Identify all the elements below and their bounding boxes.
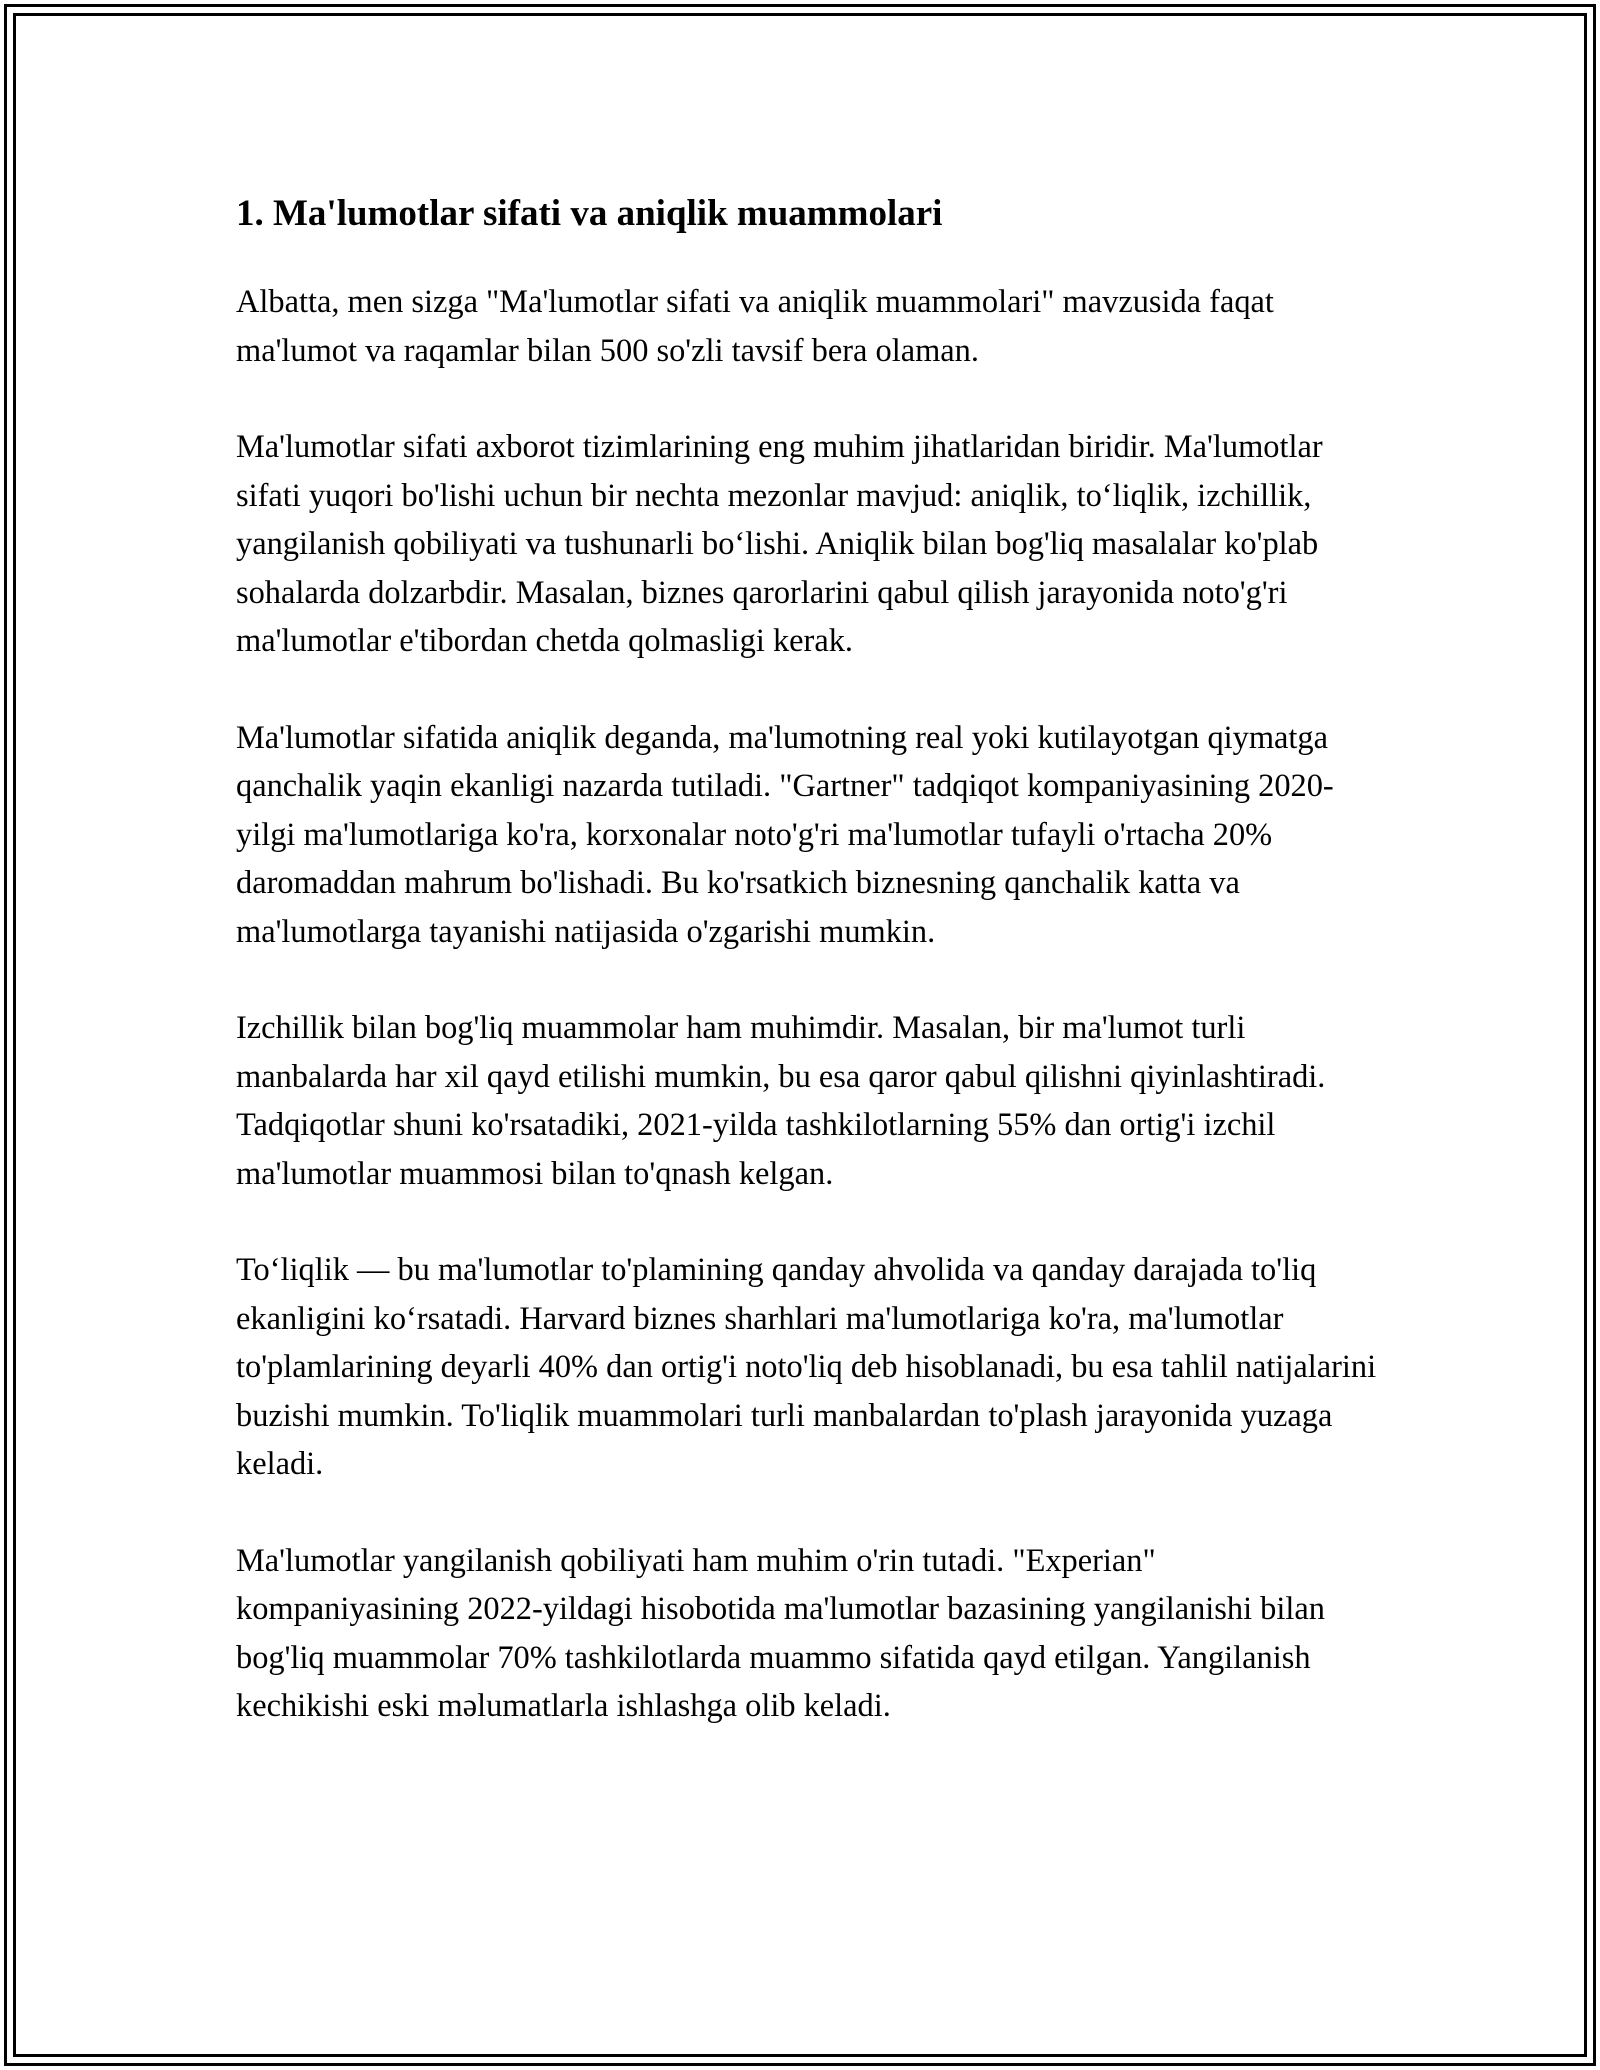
paragraph-completeness: To‘liqlik — bu ma'lumotlar to'plamining qanday ahvolida va qanday darajada to'liq ekanligini ko‘rsatadi. Harvard biznes sharhlari ma'lumotlariga ko'ra, ma'lumotlar to'plamlarining deyarli 40% dan ortig'i noto'liq deb hisoblanadi, bu esa tahlil natijalarini buzishi mumkin. To'liqlik muammolari turli manbalardan to'plash jarayonida yuzaga keladi.	[236, 1252, 1377, 1482]
paragraph-data-quality: Ma'lumotlar sifati axborot tizimlarining eng muhim jihatlaridan biridir. Ma'lumotlar sifati yuqori bo'lishi uchun bir nechta mezonlar mavjud: aniqlik, to‘liqlik, izchillik, yangilanish qobiliyati va tushunarli bo‘lishi. Aniqlik bilan bog'liq masalalar ko'plab sohalarda dolzarbdir. Masalan, biznes qarorlarini qabul qilish jarayonida noto'g'ri ma'lumotlar e'tibordan chetda qolmasligi kerak.	[236, 429, 1323, 659]
document-body	[236, 186, 1386, 1779]
paragraph-intro: Albatta, men sizga "Ma'lumotlar sifati va aniqlik muammolari" mavzusida faqat ma'lumot va raqamlar bilan 500 so'zli tavsif bera olaman.	[236, 284, 1274, 369]
paragraph-accuracy: Ma'lumotlar sifatida aniqlik deganda, ma'lumotning real yoki kutilayotgan qiymatga qanchalik yaqin ekanligi nazarda tutiladi. "Gartner" tadqiqot kompaniyasining 2020-yilgi ma'lumotlariga ko'ra, korxonalar noto'g'ri ma'lumotlar tufayli o'rtacha 20% daromaddan mahrum bo'lishadi. Bu ko'rsatkich biznesning qanchalik katta va ma'lumotlarga tayanishi natijasida o'zgarishi mumkin.	[236, 719, 1334, 950]
paragraph-timeliness: Ma'lumotlar yangilanish qobiliyati ham muhim o'rin tutadi. "Experian" kompaniyasining 2022-yildagi hisobotida ma'lumotlar bazasining yangilanishi bilan bog'liq muammolar 70% tashkilotlarda muammo sifatida qayd etilgan. Yangilanish kechikishi eski məlumatlarla ishlashga olib keladi.	[236, 1542, 1325, 1724]
document-title: 1. Ma'lumotlar sifati va aniqlik muammolari	[236, 193, 943, 234]
paragraph-consistency: Izchillik bilan bog'liq muammolar ham muhimdir. Masalan, bir ma'lumot turli manbalarda har xil qayd etilishi mumkin, bu esa qaror qabul qilishni qiyinlashtiradi. Tadqiqotlar shuni ko'rsatadiki, 2021-yilda tashkilotlarning 55% dan ortig'i izchil ma'lumotlar muammosi bilan to'qnash kelgan.	[236, 1010, 1326, 1192]
